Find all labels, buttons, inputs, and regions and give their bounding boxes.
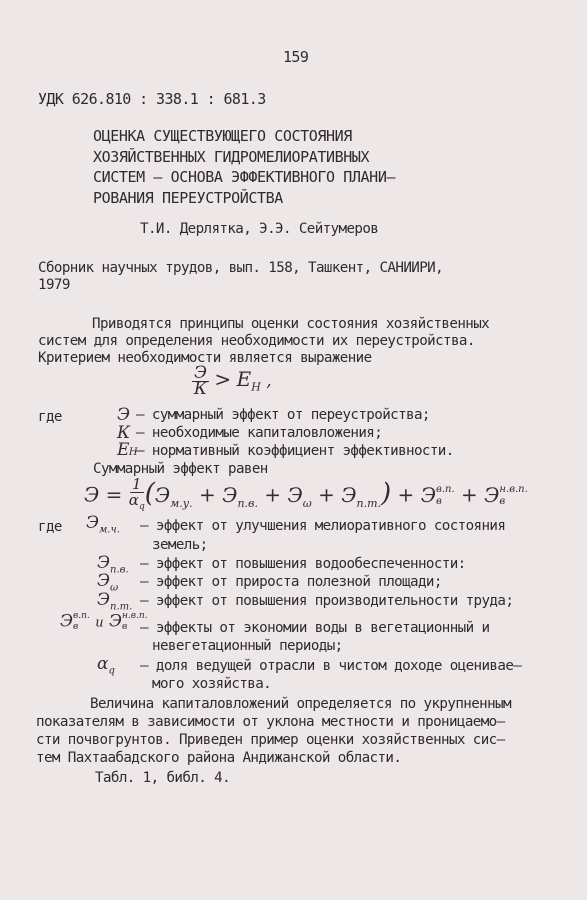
where-label: где (38, 409, 62, 425)
term-symbol: Э (420, 482, 436, 507)
term (421, 483, 455, 507)
page-number: 159 (283, 48, 309, 66)
closing-line: Величина капиталовложений определяется по укрупненным (90, 696, 511, 712)
legend-symbol: α (97, 654, 109, 674)
legend-subscript: в (73, 622, 79, 632)
term-subscript: ω (302, 496, 312, 510)
legend-text: – эффект от повышения производительности труда; (140, 593, 514, 609)
fraction-denominator (129, 493, 145, 515)
sum-formula: Э = $\frac{1}{\alpha_q}$ $(Э_{м.у.} + Э_{п.в.} + Э_\omega + Э_{п.т.}) + Э$ в.п. в + Э н.в.п. в (84, 477, 528, 515)
term (484, 483, 528, 507)
sum-line: Суммарный эффект равен (93, 461, 268, 477)
title-line: РОВАНИЯ ПЕРЕУСТРОЙСТВА (93, 188, 283, 207)
term (341, 482, 382, 510)
open-paren: ( (144, 478, 155, 509)
term-subscript: п.т. (356, 496, 382, 510)
legend-symbol: Э (97, 590, 111, 610)
intro-line: Приводятся принципы оценки состояния хозяйственных (92, 316, 490, 332)
legend-text: невегетационный периоды; (152, 638, 343, 654)
legend-text: – эффекты от экономии воды в вегетационный и (140, 620, 490, 636)
formula-lhs: Э (84, 482, 100, 507)
term-subscript: в (436, 496, 442, 507)
legend-superscript: н.в.п. (121, 611, 148, 621)
fraction-numerator: Э (194, 363, 208, 383)
term-symbol: Э (222, 482, 238, 507)
legend-text: – доля ведущей отрасли в чистом доходе оценивае– (140, 658, 522, 674)
term-symbol: Э (154, 482, 171, 507)
legend-text: – эффект от повышения водообеспеченности: (140, 556, 466, 572)
legend-text: земель; (152, 537, 208, 553)
term-symbol: Э (484, 482, 500, 507)
legend-text: – нормативный коэффициент эффективности. (136, 443, 454, 459)
close-paren: ) (381, 478, 392, 509)
term-subscript: п.в. (237, 496, 258, 510)
legend-superscript: в.п. (73, 611, 90, 621)
title-line: ХОЗЯЙСТВЕННЫХ ГИДРОМЕЛИОРАТИВНЫХ (93, 147, 370, 166)
legend-text: – эффект от улучшения мелиоративного состояния (140, 518, 506, 534)
term (287, 482, 312, 510)
rhs-symbol: E (236, 367, 252, 391)
closing-line: показателям в зависимости от уклона местности и проницаемо– (36, 714, 505, 730)
legend-symbol-group (86, 513, 120, 535)
fraction (129, 477, 145, 515)
rhs-subscript: Н (251, 380, 261, 394)
legend-text: – эффект от прироста полезной площади; (140, 574, 442, 590)
fraction (192, 363, 209, 399)
legend-subscript: м.ч. (99, 524, 120, 536)
term (154, 482, 193, 510)
relation-sign: > (214, 367, 232, 391)
legend-symbol: Э (108, 611, 122, 632)
source-line: 1979 (38, 277, 70, 293)
term (222, 482, 258, 510)
legend-subscript: ω (110, 582, 119, 594)
legend-subscript: q (108, 665, 115, 677)
legend-symbol: Э (117, 405, 130, 425)
legend-symbol: E (117, 440, 129, 460)
legend-symbol: Э (97, 571, 111, 591)
legend-row (117, 405, 129, 425)
denominator-symbol: α (128, 491, 139, 509)
legend-subscript: п.т. (110, 601, 133, 613)
legend-symbol-group (97, 590, 132, 612)
legend-subscript: Н (128, 447, 137, 458)
legend-symbol-group (97, 654, 115, 676)
legend-text: – суммарный эффект от переустройства; (136, 407, 430, 423)
denominator-subscript: q (138, 502, 145, 512)
title-line: ОЦЕНКА СУЩЕСТВУЮЩЕГО СОСТОЯНИЯ (93, 127, 352, 145)
authors: Т.И. Дерлятка, Э.Э. Сейтумеров (140, 221, 379, 237)
legend-subscript: в (121, 622, 128, 632)
legend-symbol: Э (86, 513, 100, 533)
legend-symbol: К (117, 423, 130, 443)
term-superscript: в.п. (436, 484, 455, 495)
legend-text: – необходимые капиталовложения; (136, 425, 383, 441)
title-line: СИСТЕМ – ОСНОВА ЭФФЕКТИВНОГО ПЛАНИ– (93, 168, 396, 186)
intro-line: систем для определения необходимости их переустройства. (38, 333, 475, 349)
legend-row (117, 440, 137, 460)
source-line: Сборник научных трудов, вып. 158, Ташкент, САНИИРИ, (38, 260, 444, 276)
legend-symbol: Э (60, 611, 74, 632)
criterion-formula (192, 363, 272, 399)
fraction-numerator: 1 (131, 475, 142, 493)
intro-line: Критерием необходимости является выражение (38, 350, 372, 366)
legend-text: мого хозяйства. (152, 676, 272, 692)
formula-comma: , (266, 371, 272, 391)
udc-code: УДК 626.810 : 338.1 : 681.3 (38, 90, 266, 108)
where-label: где (38, 519, 62, 535)
formula-equals: = (105, 482, 123, 507)
term-symbol: Э (287, 482, 303, 507)
closing-line: сти почвогрунтов. Приведен пример оценки хозяйственных сис– (36, 732, 505, 748)
legend-subscript: п.в. (110, 564, 129, 576)
term-symbol: Э (341, 482, 357, 507)
legend-symbol-group (60, 611, 148, 633)
term-subscript: в (499, 496, 506, 507)
term-superscript: н.в.п. (499, 484, 528, 495)
legend-conjunction: и (95, 615, 104, 631)
term-subscript: м.у. (170, 496, 193, 510)
article-title (93, 126, 395, 208)
closing-line: тем Пахтаабадского района Андижанской области. (36, 750, 402, 766)
fraction-denominator: К (193, 379, 208, 399)
footer-note: Табл. 1, библ. 4. (95, 770, 231, 786)
legend-symbol: Э (97, 553, 111, 573)
